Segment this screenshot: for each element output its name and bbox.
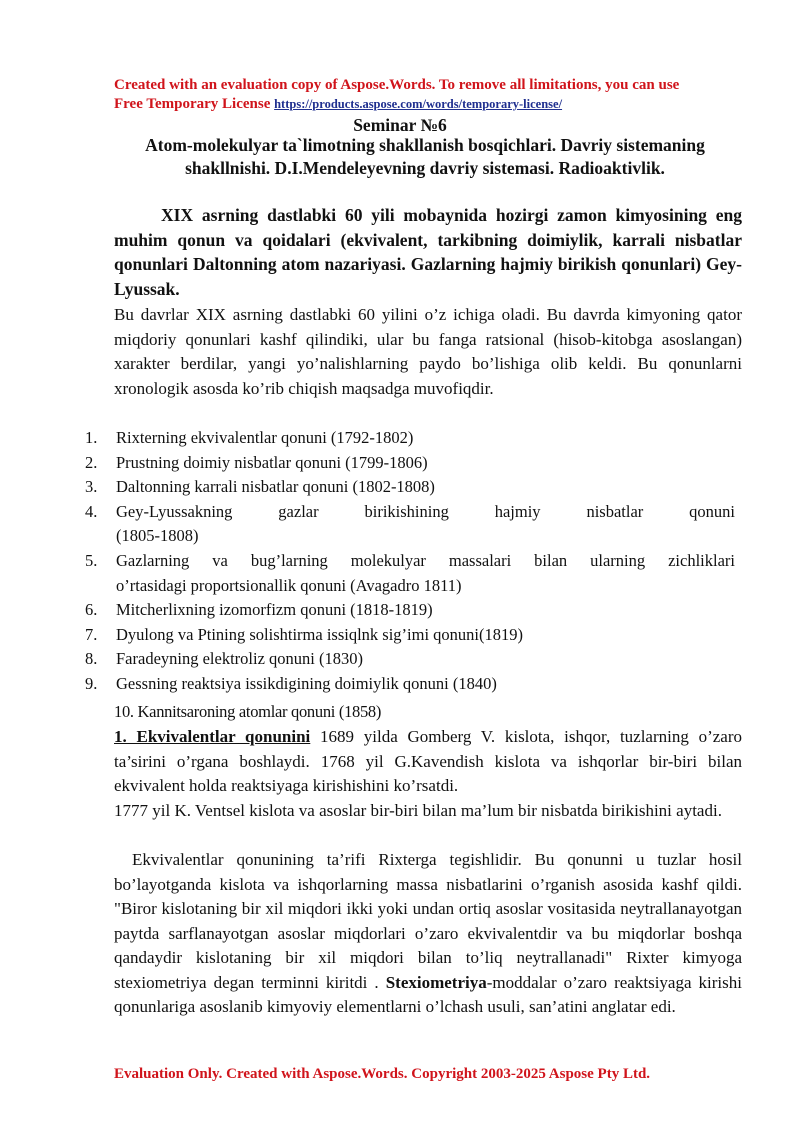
evaluation-notice-top bbox=[114, 76, 754, 114]
list-item: 8. Faradeyning elektroliz qonuni (1830) bbox=[85, 649, 363, 669]
list-item: 3. Daltonning karrali nisbatlar qonuni (1802-1808) bbox=[85, 477, 435, 497]
list-item: 1. Rixterning ekvivalentlar qonuni (1792-1802) bbox=[85, 428, 414, 447]
seminar-heading: Seminar №6 bbox=[353, 115, 447, 135]
list-item-10: 10. Kannitsaroning atomlar qonuni (1858) bbox=[114, 702, 382, 721]
section-text: 1689 yilda Gomberg V. kislota, ishqor, tuzlarning o’zaro ta’sirini o’rgana boshlaydi. 1768 yil G.Kavendish kislota va ishqorlar bir-biri bilan ekvivalent holda reaktsiyaga kirishishini ko’rsatdi. bbox=[114, 727, 743, 795]
list-item: 2. Prustning doimiy nisbatlar qonuni (1799-1806) bbox=[85, 452, 428, 472]
stexiometriya-definition: -moddalar o’zaro reaktsiyaga kirishi qonunlariga asoslanib kimyoviy elementlarni o’lchash usuli, san’atini anglatar edi. bbox=[114, 972, 742, 1016]
section-heading: 1. Ekvivalentlar qonunini bbox=[114, 727, 311, 746]
section-ekvivalent-intro bbox=[114, 725, 742, 799]
rixter-text: Ekvivalentlar qonunining ta’rifi Rixterga tegishlidir. Bu qonunni u tuzlar hosil bo’layotganda kislota va ishqorlarning massa nisbatlarini o’rganish asosida kashf qildi. "Biror kislotaning bir xil miqdori ikki yoki undan ortiq asoslar vositasida neytrallanayotgan paytda sarflanayotgan asoslar miqdorlari o’zaro ekvivalentdir va bu miqdorlar boshqa qandaydir kislotaning bir xil miqdori bilan to’liq neytrallanadi" Rixter kimyoga stexiometriya degan terminni kiritdi . bbox=[114, 850, 742, 992]
evaluation-notice-line1: Created with an evaluation copy of Aspose.Words. To remove all limitations, you can use bbox=[114, 77, 680, 93]
list-item: 5. Gazlarning va bug’larning molekulyar massalari bilan ularning zichliklari o’rtasidagi proportsionallik qonuni (Avagadro 1811) bbox=[85, 550, 735, 595]
free-license-label: Free Temporary License bbox=[114, 96, 271, 112]
list-item: 6. Mitcherlixning izomorfizm qonuni (1818-1819) bbox=[85, 600, 433, 620]
stexiometriya-term: Stexiometriya bbox=[385, 972, 487, 992]
list-item: 7. Dyulong va Ptining solishtirma issiqlnk sig’imi qonuni(1819) bbox=[85, 624, 524, 644]
list-item: 9. Gessning reaktsiya issikdigining doimiylik qonuni (1840) bbox=[85, 673, 497, 693]
intro-bold-paragraph: XIX asrning dastlabki 60 yili mobaynida hozirgi zamon kimyosining eng muhim qonun va qoidalari (ekvivalent, tarkibning doimiylik, karrali nisbatlar qonunlari Daltonning atom nazariyasi. Gazlarning hajmiy birikish qonunlari) Gey-Lyussak. bbox=[114, 205, 742, 299]
page-title bbox=[115, 134, 735, 180]
intro-paragraph: Bu davrlar XIX asrning dastlabki 60 yilini o’z ichiga oladi. Bu davrda kimyoning qator miqdoriy qonunlari kashf qilindiki, ular bu fanga ratsional (hisob-kitobga asoslangan) xarakter berdilar, yangi yo’nalishlarning paydo bo’lishiga olib keldi. Bu qonunlarni xronologik asosda ko’rib chiqish maqsadga muvofiqdir. bbox=[114, 305, 742, 398]
laws-list bbox=[85, 426, 735, 697]
page-title-line2: shakllnishi. D.I.Mendeleyevning davriy sistemasi. Radioaktivlik. bbox=[185, 158, 665, 178]
rixter-paragraph bbox=[114, 848, 742, 1020]
evaluation-notice-bottom: Evaluation Only. Created with Aspose.Words. Copyright 2003-2025 Aspose Pty Ltd. bbox=[114, 1066, 651, 1082]
ventsel-paragraph: 1777 yil K. Ventsel kislota va asoslar bir-biri bilan ma’lum bir nisbatda birikishini aytadi. bbox=[114, 801, 722, 820]
list-item: 4. Gey-Lyussakning gazlar birikishining hajmiy nisbatlar qonuni (1805-1808) bbox=[85, 501, 735, 546]
page-title-line1: Atom-molekulyar ta`limotning shakllanish bosqichlari. Davriy sistemaning bbox=[145, 135, 705, 155]
temporary-license-link[interactable]: https://products.aspose.com/words/temporary-license/ bbox=[274, 97, 563, 111]
evaluation-notice-line2 bbox=[114, 95, 754, 114]
